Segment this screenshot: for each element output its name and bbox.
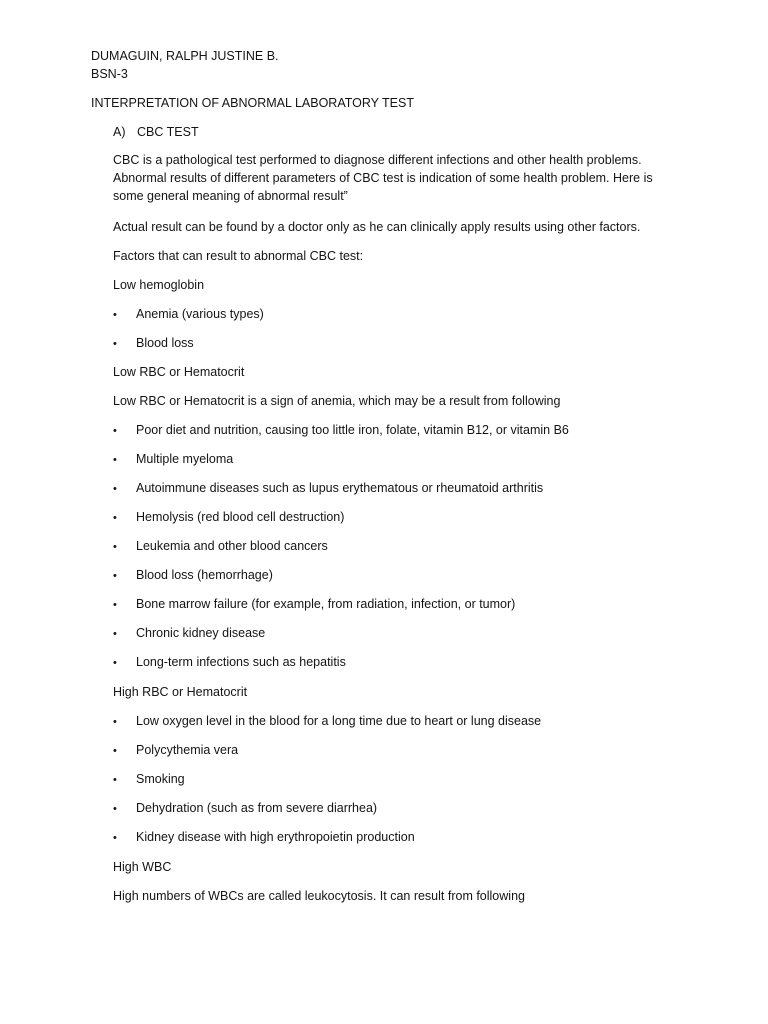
list-item: Smoking — [136, 772, 185, 786]
list-item: Long-term infections such as hepatitis — [136, 655, 346, 669]
list-item: Low oxygen level in the blood for a long time due to heart or lung disease — [136, 714, 542, 728]
section-marker: A) — [113, 125, 126, 139]
bullet-dot-icon: • — [113, 425, 117, 437]
list-item: Chronic kidney disease — [136, 626, 266, 640]
bullet-dot-icon: • — [113, 541, 117, 553]
bullet-dot-icon: • — [113, 774, 117, 786]
bullet-dot-icon: • — [113, 570, 117, 582]
list-item: Blood loss (hemorrhage) — [136, 568, 273, 582]
section-heading: CBC TEST — [137, 125, 199, 139]
bullet-dot-icon: • — [113, 803, 117, 815]
high-wbc-heading: High WBC — [113, 860, 172, 874]
bullet-dot-icon: • — [113, 745, 117, 757]
low-hemoglobin-heading: Low hemoglobin — [113, 278, 205, 292]
list-item: Blood loss — [136, 336, 194, 350]
list-item: Poor diet and nutrition, causing too little iron, folate, vitamin B12, or vitamin B6 — [136, 423, 569, 437]
bullet-dot-icon: • — [113, 599, 117, 611]
bullet-dot-icon: • — [113, 309, 117, 321]
list-item: Bone marrow failure (for example, from radiation, infection, or tumor) — [136, 597, 516, 611]
bullet-dot-icon: • — [113, 832, 117, 844]
high-rbc-heading: High RBC or Hematocrit — [113, 685, 248, 699]
list-item: Polycythemia vera — [136, 743, 239, 757]
list-item: Multiple myeloma — [136, 452, 234, 466]
list-item: Hemolysis (red blood cell destruction) — [136, 510, 345, 524]
high-wbc-subheading: High numbers of WBCs are called leukocytosis. It can result from following — [113, 889, 525, 903]
document-title: INTERPRETATION OF ABNORMAL LABORATORY TEST — [91, 96, 414, 110]
bullet-dot-icon: • — [113, 657, 117, 669]
student-course: BSN-3 — [91, 67, 128, 81]
bullet-dot-icon: • — [113, 716, 117, 728]
note-paragraph: Actual result can be found by a doctor only as he can clinically apply results using other factors. — [113, 220, 641, 234]
bullet-dot-icon: • — [113, 512, 117, 524]
list-item: Leukemia and other blood cancers — [136, 539, 328, 553]
bullet-dot-icon: • — [113, 483, 117, 495]
factors-heading: Factors that can result to abnormal CBC test: — [113, 249, 364, 263]
list-item: Autoimmune diseases such as lupus erythematous or rheumatoid arthritis — [136, 481, 544, 495]
bullet-dot-icon: • — [113, 454, 117, 466]
list-item: Dehydration (such as from severe diarrhea) — [136, 801, 378, 815]
list-item: Anemia (various types) — [136, 307, 264, 321]
low-rbc-heading: Low RBC or Hematocrit — [113, 365, 245, 379]
student-name: DUMAGUIN, RALPH JUSTINE B. — [91, 49, 279, 63]
bullet-dot-icon: • — [113, 338, 117, 350]
bullet-dot-icon: • — [113, 628, 117, 640]
intro-paragraph: CBC is a pathological test performed to diagnose different infections and other health problems. Abnormal results of different parameters of CBC test is indication of some health problem. Here is some general meaning of abnormal result” — [113, 153, 653, 203]
low-rbc-subheading: Low RBC or Hematocrit is a sign of anemia, which may be a result from following — [113, 394, 561, 408]
list-item: Kidney disease with high erythropoietin production — [136, 830, 415, 844]
